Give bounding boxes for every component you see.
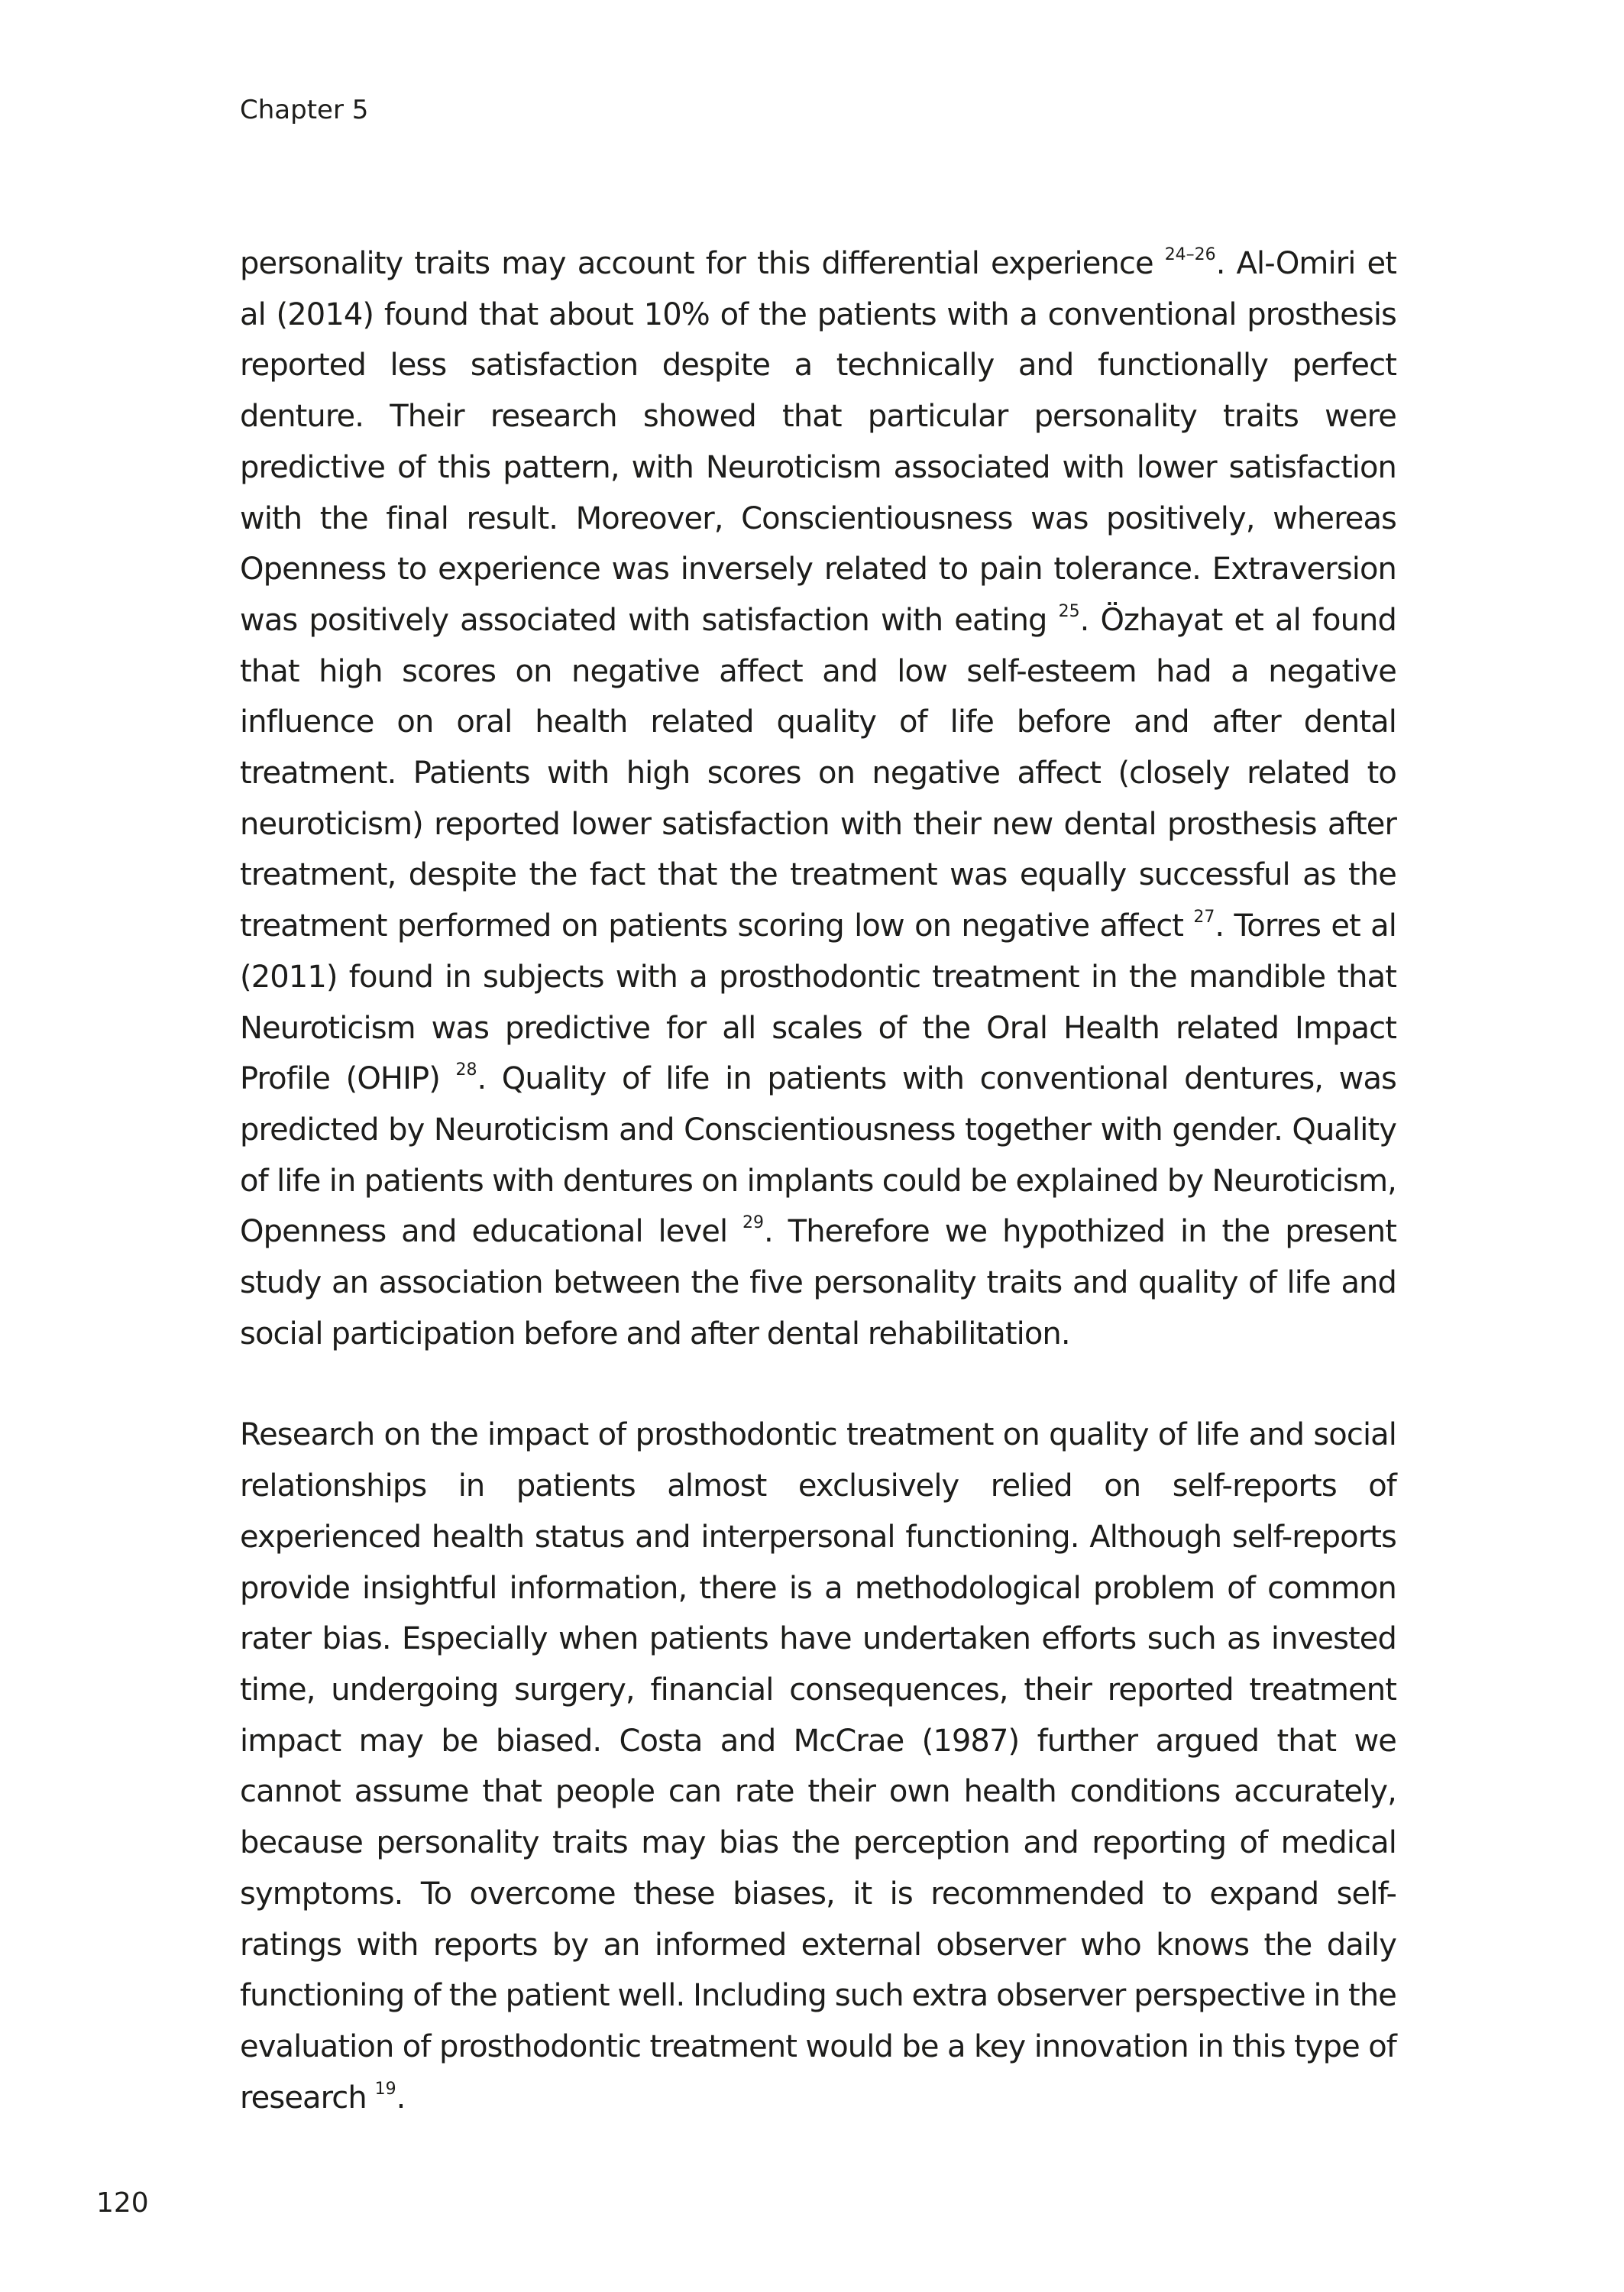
text-run: . Therefore we hypothized in the present study an association between the five personality traits and quality of life and social participation before and after dental rehabilitation.	[240, 1214, 1396, 1352]
citation-reference: 25	[1058, 601, 1080, 621]
text-run: .	[396, 2080, 406, 2116]
running-header-chapter: Chapter 5	[240, 95, 369, 125]
text-run: . Al-Omiri et al (2014) found that about 10% of the patients with a conventional prosthesis reported less satisfaction despite a technically and functionally perfect denture. Their research showed that particular personality traits were predictive of this pattern, with Neuroticism associated with lower satisfaction with the final result. Moreover, Conscientiousness was positively, whereas Openness to experience was inversely related to pain tolerance. Extraversion was positively associated with satisfaction with eating	[240, 246, 1396, 638]
paragraph-2	[240, 1410, 1396, 2123]
body-text	[240, 238, 1396, 2174]
citation-reference: 24–26	[1164, 245, 1216, 264]
text-run: . Quality of life in patients with conventional dentures, was predicted by Neuroticism and Conscientiousness together with gender. Quality of life in patients with dentures on implants could be explained by Neuroticism, Openness and educational level	[240, 1061, 1397, 1250]
citation-reference: 29	[742, 1213, 765, 1233]
paragraph-1	[240, 238, 1396, 1359]
page-number: 120	[96, 2187, 149, 2219]
text-run: . Torres et al (2011) found in subjects with a prosthodontic treatment in the mandible that Neuroticism was predictive for all scales of the Oral Health related Impact Profile (OHIP)	[240, 908, 1397, 1097]
citation-reference: 28	[455, 1060, 477, 1080]
text-run: personality traits may account for this differential experience	[240, 246, 1165, 281]
text-run: . Özhayat et al found that high scores on negative affect and low self-esteem had a negative influence on oral health related quality of life before and after dental treatment. Patients with high scores on negative affect (closely related to neuroticism) reported lower satisfaction with their new dental prosthesis after treatment, despite the fact that the treatment was equally successful as the treatment performed on patients scoring low on negative affect	[240, 602, 1396, 944]
citation-reference: 19	[374, 2079, 396, 2099]
text-run: Research on the impact of prosthodontic treatment on quality of life and social relationships in patients almost exclusively relied on self-reports of experienced health status and interpersonal functioning. Although self-reports provide insightful information, there is a methodological problem of common rater bias. Especially when patients have undertaken efforts such as invested time, undergoing surgery, financial consequences, their reported treatment impact may be biased. Costa and McCrae (1987) further argued that we cannot assume that people can rate their own health conditions accurately, because personality traits may bias the perception and reporting of medical symptoms. To overcome these biases, it is recommended to expand self-ratings with reports by an informed external observer who knows the daily functioning of the patient well. Including such extra observer perspective in the evaluation of prosthodontic treatment would be a key innovation in this type of research	[240, 1417, 1396, 2116]
citation-reference: 27	[1193, 908, 1215, 927]
